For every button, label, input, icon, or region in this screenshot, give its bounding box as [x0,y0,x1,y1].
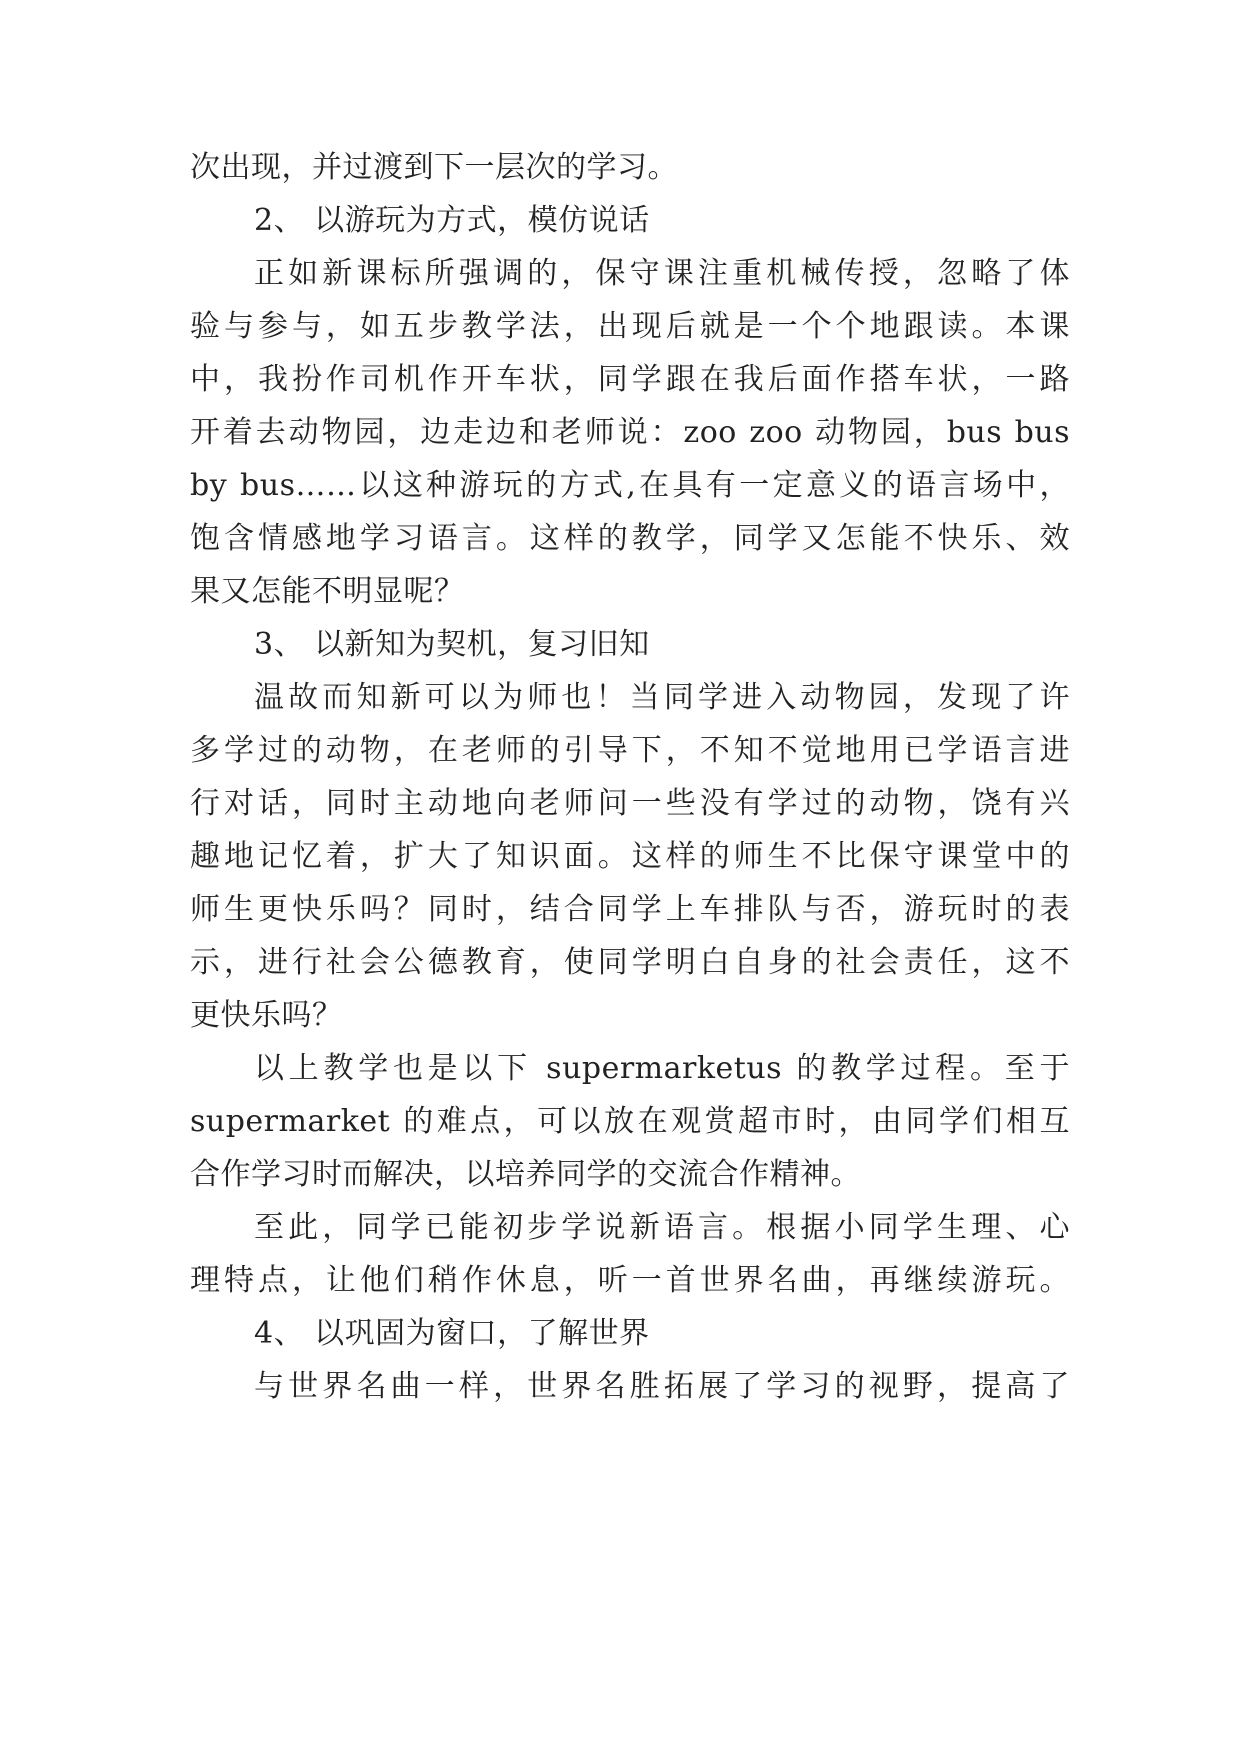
text-line: 果又怎能不明显呢？ [190,574,465,609]
text-line: 合作学习时而解决，以培养同学的交流合作精神。 [190,1157,861,1192]
section-heading: 4、 以巩固为窗口，了解世界 [254,1316,650,1351]
text-line: 中，我扮作司机作开车状，同学跟在我后面作搭车状，一路 [190,362,1070,397]
text-line: by bus……以这种游玩的方式,在具有一定意义的语言场中， [190,468,1070,503]
section-heading: 3、 以新知为契机，复习旧知 [254,627,650,662]
text-line: 温故而知新可以为师也！当同学进入动物园，发现了许 [254,680,1070,715]
text-line: 以上教学也是以下 supermarketus 的教学过程。至于 [254,1051,1070,1086]
section-heading: 2、 以游玩为方式，模仿说话 [254,203,650,238]
text-line: 次出现，并过渡到下一层次的学习。 [190,150,678,185]
text-line: supermarket 的难点，可以放在观赏超市时，由同学们相互 [190,1104,1070,1139]
text-line: 正如新课标所强调的，保守课注重机械传授，忽略了体 [254,256,1070,291]
text-line: 示，进行社会公德教育，使同学明白自身的社会责任，这不 [190,945,1070,980]
text-line: 开着去动物园，边走边和老师说：zoo zoo 动物园，bus bus [190,415,1070,450]
text-line: 理特点，让他们稍作休息，听一首世界名曲，再继续游玩。 [190,1263,1070,1298]
text-line: 至此，同学已能初步学说新语言。根据小同学生理、心 [254,1210,1070,1245]
text-line: 饱含情感地学习语言。这样的教学，同学又怎能不快乐、效 [190,521,1070,556]
text-line: 师生更快乐吗？同时，结合同学上车排队与否，游玩时的表 [190,892,1070,927]
text-line: 更快乐吗？ [190,998,343,1033]
text-line: 多学过的动物，在老师的引导下，不知不觉地用已学语言进 [190,733,1070,768]
text-line: 与世界名曲一样，世界名胜拓展了学习的视野，提高了 [254,1369,1070,1404]
text-line: 行对话，同时主动地向老师问一些没有学过的动物，饶有兴 [190,786,1070,821]
text-line: 趣地记忆着，扩大了知识面。这样的师生不比保守课堂中的 [190,839,1070,874]
text-line: 验与参与，如五步教学法，出现后就是一个个地跟读。本课 [190,309,1070,344]
